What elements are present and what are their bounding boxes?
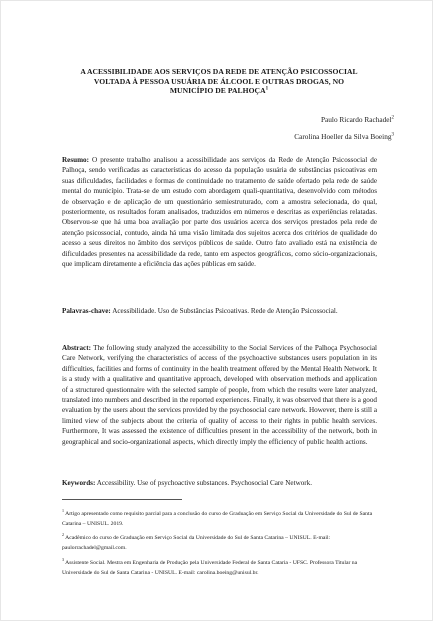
palavras-chave-label: Palavras-chave: (62, 307, 111, 315)
author-list (294, 111, 394, 145)
keywords-label: Keywords: (62, 479, 96, 487)
palavras-chave-text: Acessibilidade. Uso de Substâncias Psicoativas. Rede de Atenção Psicossocial. (112, 307, 338, 315)
palavras-chave-paragraph (62, 306, 377, 316)
title-line-2: VOLTADA À PESSOA USUÁRIA DE ÁLCOOL E OUTRAS DROGAS, NO (93, 76, 345, 86)
footnote-separator (62, 499, 182, 500)
footnote-2 (62, 533, 382, 554)
author-footnote-marker: 2 (391, 115, 394, 121)
resumo-label: Resumo: (62, 156, 89, 164)
author-1 (294, 111, 394, 128)
footnote-marker: 2 (62, 532, 64, 538)
keywords-text: Accessibility. Use of psychoactive substances. Psychosocial Care Network. (96, 479, 313, 487)
paper-title (59, 67, 379, 96)
footnote-text: Assistente Social. Mestra em Engenharia de Produção pela Universidade Federal de Santa Cataria - UFSC. Professora Titular na Universidade do Sul de Santa Catarina - UNISUL. E-mail: carolina.boeing@unisul.br. (62, 560, 358, 577)
abstract-label: Abstract: (62, 344, 91, 352)
author-footnote-marker: 3 (391, 132, 394, 138)
footnote-1 (62, 509, 382, 530)
author-2 (294, 128, 394, 145)
resumo-paragraph (62, 155, 377, 269)
title-line-3: MUNICÍPIO DE PALHOÇA (169, 86, 266, 96)
footnote-marker: 1 (62, 508, 64, 514)
keywords-paragraph (62, 478, 377, 488)
title-line-1: A ACESSIBILIDADE AOS SERVIÇOS DA REDE DE ATENÇÃO PSICOSSOCIAL (80, 67, 358, 76)
footnote-3 (62, 558, 382, 579)
footnote-marker: 3 (62, 557, 64, 563)
author-name: Paulo Ricardo Rachadel (320, 115, 392, 124)
title-footnote-marker: 1 (265, 86, 269, 92)
resumo-text: O presente trabalho analisou a acessibilidade aos serviços da Rede de Atenção Psicossocial de Palhoça, sendo verificadas as características do acesso da população usuária de substâncias psicoativas em suas dificuldades, facilidades e formas de continuidade no tratamento de saúde ofertado pela rede de saúde mental do município. Trata-se de um estudo com abordagem quali-quantitativa, desenvolvido com métodos de observação e de aplicação de um questionário semiestruturado, com a amostra selecionada, do qual, posteriormente, os resultados foram analisados, traduzidos em números e descritas as experiências relatadas. Observou-se que há uma boa avaliação por parte dos usuários acerca dos serviços prestados pela rede de atenção psicossocial, contudo, ainda há uma visão limitada dos sujeitos acerca dos critérios de qualidade do acesso a seus direitos no âmbito dos serviços públicos de saúde. Outro fato avaliado está na existência de dificuldades presentes na acessibilidade da rede, tanto em aspectos geográficos, como sócio-organizacionais, que implicam diretamente a eficiência das ações públicas em saúde. (62, 156, 377, 269)
abstract-paragraph (62, 343, 377, 447)
author-name: Carolina Hoeller da Silva Boeing (294, 132, 392, 141)
abstract-text: The following study analyzed the accessibility to the Social Services of the Palhoça Psychosocial Care Network, verifying the characteristics of access of the psychoactive substances users population in its difficulties, facilities and forms of continuity in the health treatment offered by the Mental Health Network. It is a study with a qualitative and quantitative approach, developed with observation methods and application of a structured questionnaire with the selected sample of people, from which the results were later analyzed, translated into numbers and described in the reported experiences. Finally, it was observed that there is a good evaluation by the users about the services provided by the psychosocial care network. However, there is still a limited view of the subjects about the criteria of quality of access to their rights in public health services. Furthermore, It was assessed the existence of difficulties present in the accessibility of the network, both in geographical and socio-organizational aspects, which directly imply the efficiency of public health actions. (62, 344, 377, 446)
footnote-text: Artigo apresentado como requisito parcial para a conclusão do curso de Graduação em Serviço Social da Universidade do Sul de Santa Catarina – UNISUL. 2019. (62, 511, 373, 528)
footnote-text: Acadêmico do curso de Graduação em Serviço Social da Universidade do Sul de Santa Catarina – UNISUL. E-mail: paulorrachadel@gmail.com. (62, 535, 331, 552)
